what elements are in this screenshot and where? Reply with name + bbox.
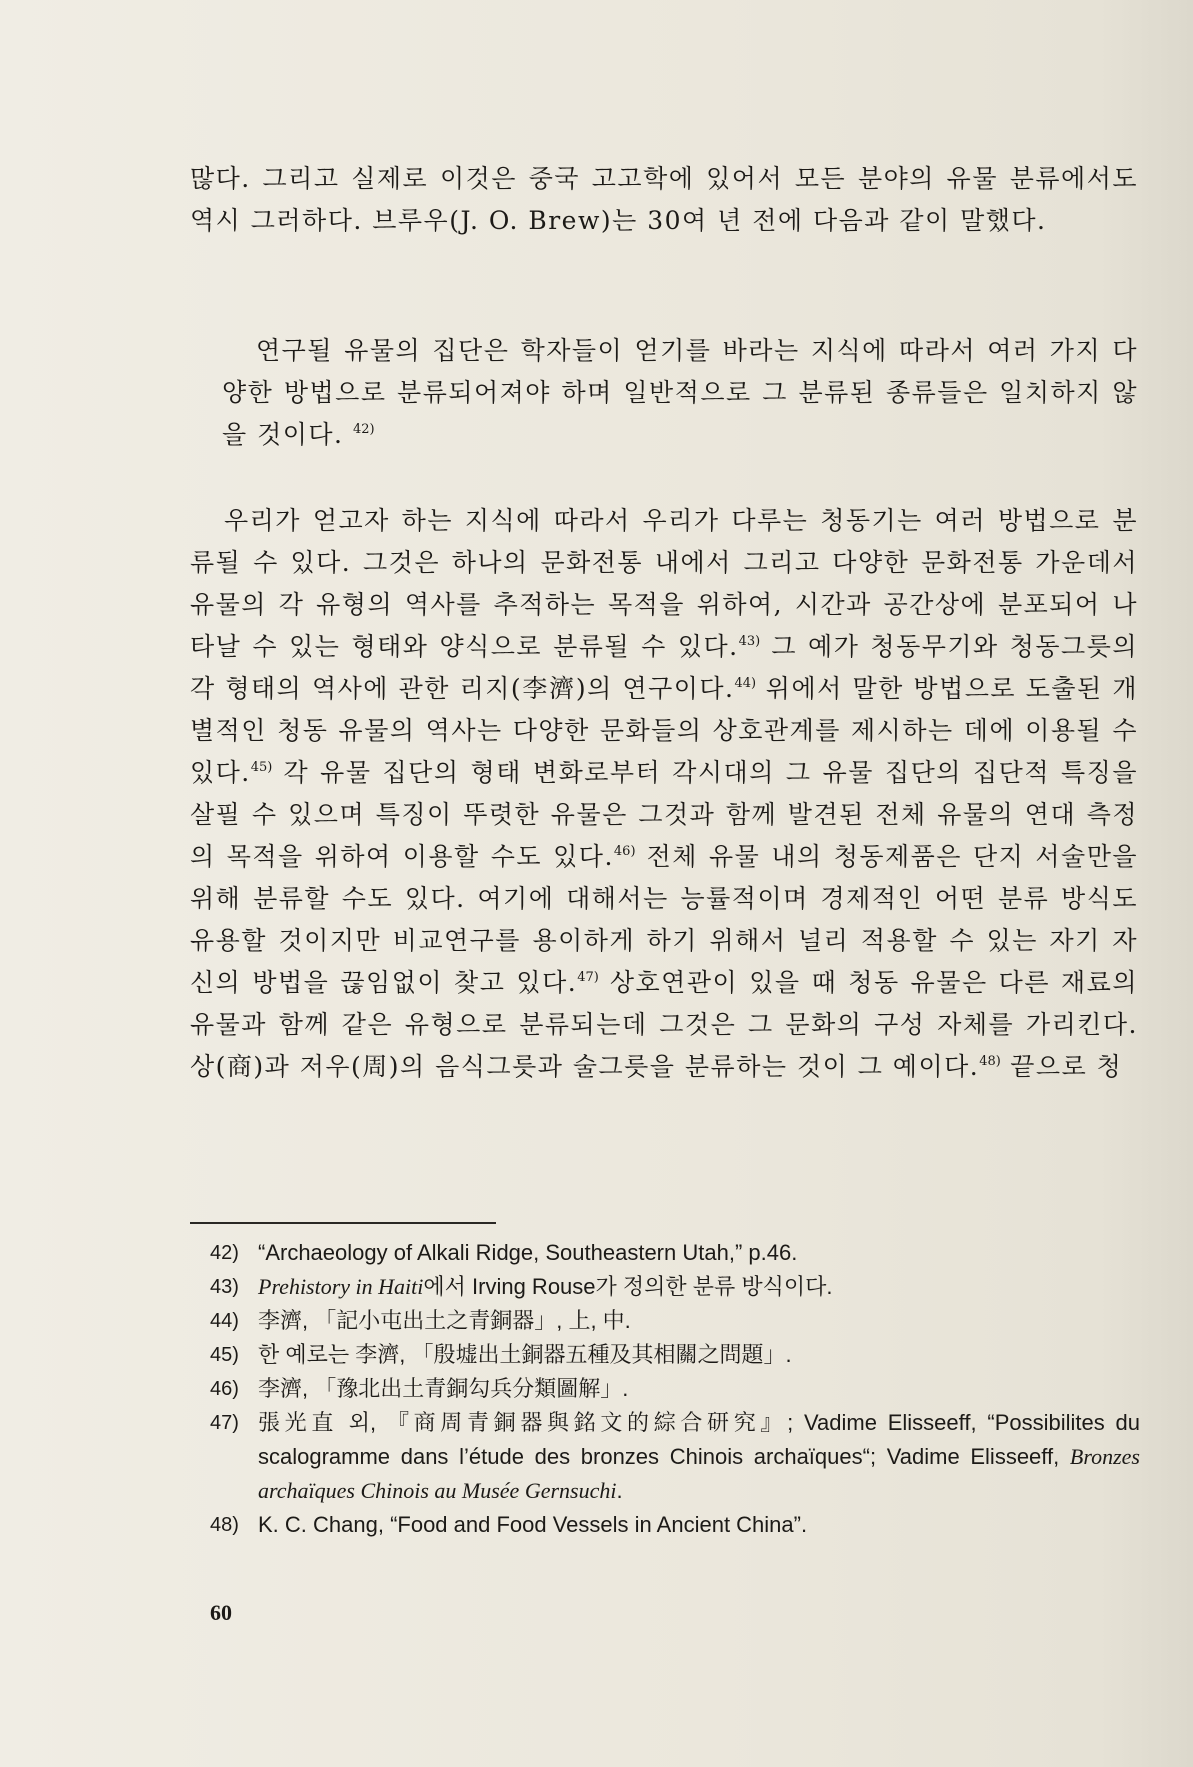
footnote-number: 46) (210, 1378, 239, 1400)
footnote-number: 45) (210, 1344, 239, 1366)
footnote-text: 李濟, 「記小屯出土之青銅器」, 上, 中. (258, 1308, 631, 1333)
footnote-ref-44: 44) (734, 676, 757, 691)
block-quote (222, 330, 1138, 456)
footnote-number: 48) (210, 1514, 239, 1536)
footnote-number: 42) (210, 1242, 239, 1264)
footnote-text-part: . (616, 1478, 623, 1503)
paragraph-main (190, 500, 1138, 1088)
paragraph-opening (190, 158, 1138, 242)
sentence: 끝으로 청 (1000, 1052, 1123, 1081)
footnote-45 (210, 1338, 1140, 1372)
footnote-text-rest: 에서 Irving Rouse가 정의한 분류 방식이다. (423, 1274, 833, 1299)
footnote-text: 한 예로는 李濟, 「殷墟出土銅器五種及其相關之問題」. (258, 1342, 792, 1367)
footnotes (210, 1236, 1140, 1542)
footnote-text-part: 張光直 외, 『商周青銅器與銘文的綜合研究』; Vadime Elisseeff, “Possibilites du scalogramme dans l’étude des bronzes Chinois archaïques“; Vadime Elisseeff, (258, 1410, 1140, 1469)
footnote-46 (210, 1372, 1140, 1406)
footnote-ref-43: 43) (738, 634, 761, 649)
footnote-divider (190, 1222, 496, 1224)
footnote-ref-47: 47) (577, 970, 599, 985)
footnote-number: 47) (210, 1412, 239, 1434)
footnote-ref-48: 48) (979, 1054, 1001, 1069)
sentence: 그 예가 청동무기와 청동그릇의 각 형태의 역사에 관한 리지(李濟)의 연구이다. (190, 632, 1138, 703)
page-number: 60 (210, 1600, 232, 1625)
sentence: 전체 유물 내의 청동제품은 단지 서술만을 위해 분류할 수도 있다. 여기에 대해서는 능률적이며 경제적인 어떤 분류 방식도 유용할 것이지만 비교연구를 용이하게 하기 위해서 널리 적용할 수 있는 자기 자신의 방법을 끊임없이 찾고 있다. (190, 842, 1138, 997)
footnote-text: 李濟, 「豫北出土青銅勾兵分類圖解」. (258, 1376, 629, 1401)
sentence: 각 유물 집단의 형태 변화로부터 각시대의 그 유물 집단의 집단적 특징을 살필 수 있으며 특징이 뚜렷한 유물은 그것과 함께 발견된 전체 유물의 연대 측정의 목적을 위하여 이용할 수도 있다. (190, 758, 1138, 871)
paragraph-opening-text: 많다. 그리고 실제로 이것은 중국 고고학에 있어서 모든 분야의 유물 분류에서도 역시 그러하다. 브루우(J. O. Brew)는 30여 년 전에 다음과 같이 말했다. (190, 164, 1138, 235)
footnote-text: “Archaeology of Alkali Ridge, Southeastern Utah,” p.46. (258, 1240, 798, 1265)
footnote-44 (210, 1304, 1140, 1338)
sentence: 상호연관이 있을 때 청동 유물은 다른 재료의 유물과 함께 같은 유형으로 분류되는데 그것은 그 문화의 구성 자체를 가리킨다. 상(商)과 저우(周)의 음식그릇과 술그릇을 분류하는 것이 그 예이다. (190, 968, 1138, 1081)
footnote-italic-title: Prehistory in Haiti (258, 1274, 424, 1299)
footnote-text (258, 1406, 1140, 1508)
sentence: 위에서 말한 방법으로 도출된 개별적인 청동 유물의 역사는 다양한 문화들의 상호관계를 제시하는 데에 이용될 수 있다. (190, 674, 1138, 787)
sentence: 우리가 얻고자 하는 지식에 따라서 우리가 다루는 청동기는 여러 방법으로 분류될 수 있다. 그것은 하나의 문화전통 내에서 그리고 다양한 문화전통 가운데서 유물의 각 유형의 역사를 추적하는 목적을 위하여, 시간과 공간상에 분포되어 나타날 수 있는 형태와 양식으로 분류될 수 있다. (190, 506, 1138, 661)
footnote-number: 44) (210, 1310, 239, 1332)
footnote-ref-46: 46) (613, 844, 636, 859)
footnote-italic-title: Bronzes archaïques Chinois au Musée Gernsuchi (258, 1444, 1140, 1503)
footnote-ref-45: 45) (250, 760, 273, 775)
footnote-47 (210, 1406, 1140, 1508)
footnote-43 (210, 1270, 1140, 1304)
block-quote-text: 연구될 유물의 집단은 학자들이 얻기를 바라는 지식에 따라서 여러 가지 다양한 방법으로 분류되어져야 하며 일반적으로 그 분류된 종류들은 일치하지 않을 것이다. (222, 336, 1138, 449)
footnote-ref-42: 42) (352, 422, 375, 437)
footnote-42 (210, 1236, 1140, 1270)
footnote-text (258, 1270, 1140, 1304)
footnote-number: 43) (210, 1276, 239, 1298)
footnote-text: K. C. Chang, “Food and Food Vessels in Ancient China”. (258, 1512, 808, 1537)
footnote-48 (210, 1508, 1140, 1542)
